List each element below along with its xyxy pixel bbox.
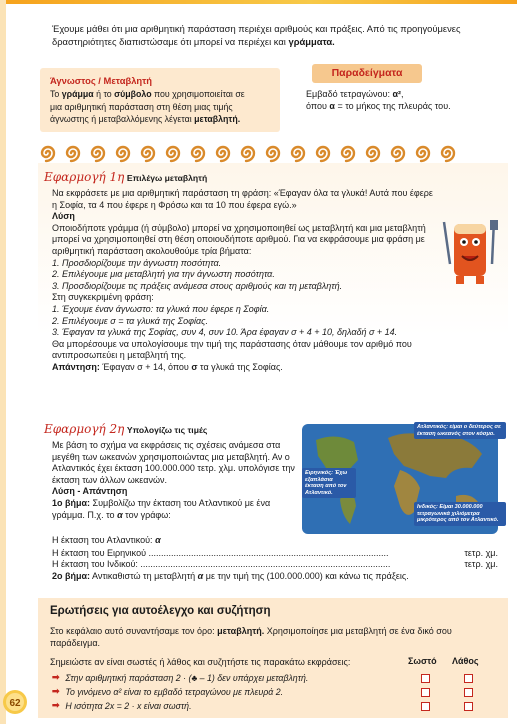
decorative-spiral-row — [36, 142, 476, 164]
spiral-ornament-icon — [161, 142, 185, 164]
top-color-bar — [0, 0, 517, 4]
spiral-ornament-icon — [211, 142, 235, 164]
true-false-instruction: Σημειώστε αν είναι σωστές ή λάθος και συζητήστε τις παρακάτω εκφράσεις: — [50, 657, 351, 667]
spiral-ornament-icon — [61, 142, 85, 164]
ocean-area-rows — [52, 535, 498, 582]
atlantic-callout: Ατλαντικός: είμαι ο δεύτερος σε έκταση ωκεανός στον κόσμο. — [414, 422, 506, 439]
def-text-2: ή το — [93, 89, 115, 99]
application-2-problem: Με βάση το σχήμα να εκφράσεις τις σχέσεις ανάμεσα στα μεγέθη των ωκεανών χρησιμοποιώντας μια μεταβλητή. Αν ο Ατλαντικός έχει έκταση 100.000.000 τετρ. χλμ. υπολόγισε την έκταση των άλλων ωκεανών. — [52, 440, 295, 485]
indian-row — [52, 559, 498, 571]
application-2-step-2 — [52, 571, 498, 583]
column-false-header: Λάθος — [452, 656, 479, 666]
def-text-4: μια αριθμητική παράσταση στη θέση μιας τιμής — [50, 101, 233, 112]
page-number-badge — [2, 689, 28, 715]
example-line-2b: = το μήκος της πλευράς του. — [334, 101, 451, 111]
arrow-icon: ➡ — [52, 700, 60, 710]
application-2-solution-label: Λύση - Απάντηση — [52, 486, 128, 497]
indian-callout: Ινδικός: Είμαι 30.000.000 τετραγωνικά χιλιόμετρα μικρότερος από τον Ατλαντικό. — [414, 502, 506, 526]
def-text-1: Το — [50, 89, 62, 99]
checkbox-true-2[interactable] — [421, 688, 430, 697]
answer-variable: σ — [191, 361, 198, 372]
indian-row-unit: τετρ. χμ. — [464, 559, 498, 570]
checkbox-true-3[interactable] — [421, 702, 430, 711]
pacific-callout: Ειρηνικός: Έχω εξαπλάσια έκταση από τον Ατλαντικό. — [302, 468, 356, 498]
example-var-1: α² — [392, 89, 402, 99]
definition-text — [50, 88, 275, 126]
step-1-text-b: τον γράφω: — [122, 509, 171, 520]
step-item: 3. Προσδιορίζουμε τις πράξεις ανάμεσα στους αριθμούς και τη μεταβλητή. — [52, 280, 343, 291]
arrow-icon: ➡ — [52, 672, 60, 682]
examples-text — [306, 88, 496, 112]
def-text-3: που χρησιμοποιείται σε — [151, 89, 245, 99]
examples-title: Παραδείγματα — [312, 64, 422, 83]
specific-step-item: 2. Επιλέγουμε σ = τα γλυκά της Σοφίας. — [52, 315, 208, 326]
checkbox-false-1[interactable] — [464, 674, 473, 683]
spiral-ornament-icon — [436, 142, 460, 164]
self-assessment-title: Ερωτήσεις για αυτοέλεγχο και συζήτηση — [50, 605, 271, 617]
step-1-label: 1ο βήμα: — [52, 497, 91, 508]
def-text-5: άγνωστης ή μεταβαλλόμενης λέγεται — [50, 114, 195, 124]
application-1-conclusion: Θα μπορέσουμε να υπολογίσουμε την τιμή της παράστασης όταν μάθουμε τον αριθμό που αντιπροσωπεύει η μεταβλητή της. — [52, 338, 412, 361]
statement-row — [52, 672, 308, 683]
spiral-ornament-icon — [286, 142, 310, 164]
example-line-2a: όπου — [306, 101, 330, 111]
example-line-1: Εμβαδό τετραγώνου: — [306, 89, 393, 99]
answer-text-a: Έφαγαν σ + 14, όπου — [99, 361, 192, 372]
self-assessment-box — [38, 598, 508, 718]
spiral-ornament-icon — [361, 142, 385, 164]
application-1-problem: Να εκφράσετε με μια αριθμητική παράσταση τη φράση: «Έφαγαν όλα τα γλυκά! Αυτά που έφερε η Σοφία, τα 4 που έφερε η Φρόσω και τα 10 που έφερα εγώ.» — [52, 188, 433, 210]
definition-box — [40, 68, 280, 132]
example-var-2: α — [329, 101, 335, 111]
application-1-body — [52, 188, 434, 374]
specific-step-item: 1. Έχουμε έναν άγνωστο: τα γλυκά που έφερε η Σοφία. — [52, 303, 270, 314]
application-1-answer — [52, 362, 434, 374]
statement-row — [52, 686, 283, 697]
application-2-header — [44, 422, 207, 436]
self-assessment-intro — [50, 625, 500, 649]
application-1-subtitle: Επιλέγω μεταβλητή — [126, 173, 208, 183]
spiral-ornament-icon — [411, 142, 435, 164]
intro-paragraph — [52, 22, 482, 48]
application-1-header — [44, 170, 207, 184]
answer-label: Απάντηση: — [52, 361, 100, 372]
step-item: 2. Επιλέγουμε μια μεταβλητή για την άγνωστη ποσότητα. — [52, 269, 275, 280]
answer-text-b: τα γλυκά της Σοφίας. — [197, 361, 283, 372]
spiral-ornament-icon — [336, 142, 360, 164]
cake-character-illustration — [436, 214, 506, 286]
pacific-row-label: Η έκταση του Ειρηνικού ................................................................................................ — [52, 547, 389, 558]
def-bold-2: σύμβολο — [114, 89, 152, 99]
pacific-row-unit: τετρ. χμ. — [464, 547, 498, 558]
checkbox-false-3[interactable] — [464, 702, 473, 711]
spiral-ornament-icon — [386, 142, 410, 164]
checkbox-false-2[interactable] — [464, 688, 473, 697]
left-margin-strip — [0, 0, 6, 724]
atlantic-variable: α — [155, 535, 161, 545]
definition-title: Άγνωστος / Μεταβλητή — [50, 75, 153, 86]
page-number: 62 — [9, 698, 21, 709]
step-2-text-a: Αντικαθιστώ τη μεταβλητή — [90, 570, 198, 581]
spiral-ornament-icon — [311, 142, 335, 164]
statement-text: Το γινόμενο α² είναι το εμβαδό τετραγώνου με πλευρά 2. — [65, 686, 284, 697]
application-1-explanation: Οποιοδήποτε γράμμα (ή σύμβολο) μπορεί να χρησιμοποιηθεί ως μεταβλητή και μια μεταβλητή μπορεί να χρησιμοποιηθεί στη θέση οποιουδήποτε αριθμού. Για να εκφράσουμε μια φράση με αριθμητική παράσταση ακολουθούμε τρία βήματα: — [52, 222, 426, 256]
statement-text: Η ισότητα 2x = 2 · x είναι σωστή. — [65, 700, 192, 711]
intro-text: Έχουμε μάθει ότι μια αριθμητική παράσταση περιέχει αριθμούς και πράξεις. Από τις προηγούμενες δραστηριότητες διαπιστώσαμε ότι μπορεί να περιέχει και — [52, 23, 461, 47]
questions-bold: μεταβλητή. — [217, 626, 265, 636]
indian-row-label: Η έκταση του Ινδικού: .................................................................................................... — [52, 559, 391, 570]
statement-row — [52, 700, 192, 711]
def-bold-1: γράμμα — [61, 89, 94, 99]
application-2-label: Εφαρμογή 2η — [44, 422, 125, 436]
checkbox-true-1[interactable] — [421, 674, 430, 683]
spiral-ornament-icon — [236, 142, 260, 164]
def-bold-3: μεταβλητή. — [194, 114, 241, 124]
arrow-icon: ➡ — [52, 686, 60, 696]
intro-bold-text: γράμματα. — [288, 36, 335, 47]
application-2-subtitle: Υπολογίζω τις τιμές — [126, 425, 208, 435]
questions-text-a: Στο κεφάλαιο αυτό συναντήσαμε τον όρο: — [50, 626, 218, 636]
specific-step-item: 3. Έφαγαν τα γλυκά της Σοφίας, συν 4, συν 10. Άρα έφαγαν σ + 4 + 10, δηλαδή σ + 14. — [52, 327, 398, 338]
spiral-ornament-icon — [86, 142, 110, 164]
step-2-text-b: με την τιμή της (100.000.000) και κάνω τις πράξεις. — [203, 570, 409, 581]
step-2-label: 2ο βήμα: — [52, 570, 91, 581]
step-1-variable: α — [117, 509, 123, 520]
spiral-ornament-icon — [261, 142, 285, 164]
world-map-figure — [296, 420, 504, 540]
application-1-label: Εφαρμογή 1η — [44, 170, 125, 184]
specific-phrase-label: Στη συγκεκριμένη φράση: — [52, 292, 154, 303]
column-true-header: Σωστό — [408, 656, 437, 666]
application-2-body — [52, 440, 298, 521]
spiral-ornament-icon — [186, 142, 210, 164]
example-line-1-end: , — [401, 89, 404, 99]
atlantic-row-label: Η έκταση του Ατλαντικού: — [52, 535, 156, 545]
questions-text-c: Χρησιμοποίησε μια μεταβλητή σε ένα δικό σου παράδειγμα. — [50, 626, 452, 648]
application-2-step-1 — [52, 498, 298, 521]
pacific-row — [52, 548, 498, 560]
spiral-ornament-icon — [111, 142, 135, 164]
application-1-solution-label: Λύση — [52, 211, 75, 222]
step-1-text-a: Συμβολίζω την έκταση του Ατλαντικού με ένα γράμμα. Π.χ. το — [52, 497, 271, 520]
step-2-variable: α — [197, 570, 204, 581]
spiral-ornament-icon — [36, 142, 60, 164]
statement-text: Στην αριθμητική παράσταση 2 · (♣ – 1) δεν υπάρχει μεταβλητή. — [65, 672, 309, 683]
spiral-ornament-icon — [136, 142, 160, 164]
step-item: 1. Προσδιορίζουμε την άγνωστη ποσότητα. — [52, 257, 222, 268]
